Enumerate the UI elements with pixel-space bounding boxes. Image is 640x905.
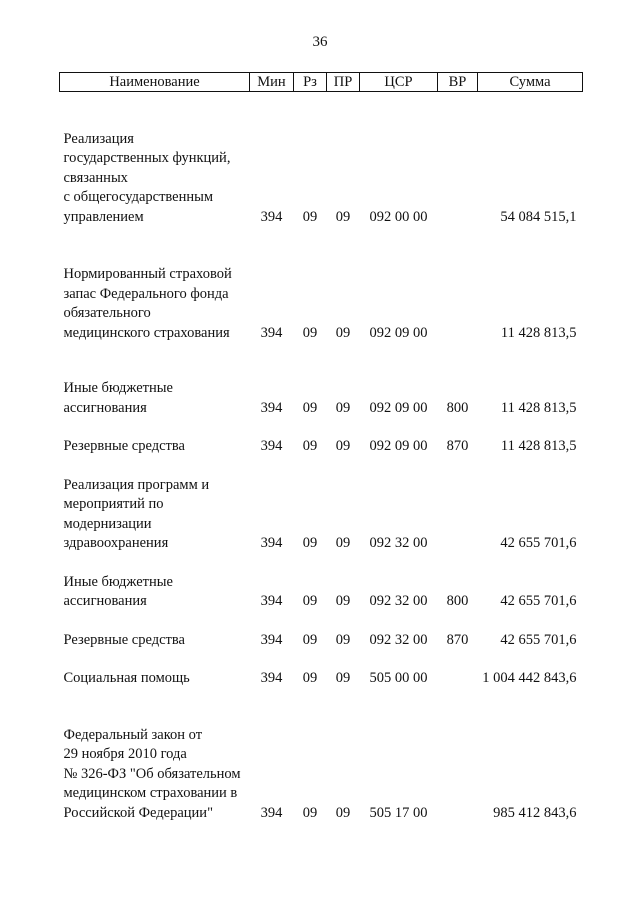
row-vr bbox=[438, 650, 478, 689]
row-name-line: Реализация программ и bbox=[63, 476, 210, 493]
row-name-line: связанных bbox=[63, 169, 128, 186]
row-name-line: 29 ноября 2010 года bbox=[63, 746, 187, 762]
row-pr: 09 bbox=[335, 670, 351, 686]
row-vr bbox=[438, 92, 478, 228]
row-pr: 09 bbox=[335, 208, 351, 225]
row-vr: 870 bbox=[446, 631, 469, 648]
row-name-line: Российской Федерации" bbox=[63, 804, 213, 821]
row-name-line: мероприятий по bbox=[63, 496, 164, 512]
row-sum: 11 428 813,5 bbox=[500, 438, 577, 454]
row-csr: 092 09 00 bbox=[369, 324, 428, 341]
row-name-line: медицинском страховании в bbox=[63, 785, 238, 801]
row-name bbox=[60, 92, 250, 228]
page-number: 36 bbox=[312, 34, 328, 50]
header-sum: Сумма bbox=[478, 73, 583, 92]
row-pr: 09 bbox=[335, 535, 351, 551]
row-min: 394 bbox=[260, 593, 283, 609]
row-rz: 09 bbox=[302, 438, 318, 454]
table-row bbox=[60, 418, 583, 457]
row-sum: 42 655 701,6 bbox=[500, 593, 577, 609]
row-sum: 11 428 813,5 bbox=[500, 399, 577, 416]
row-rz: 09 bbox=[302, 324, 318, 341]
row-csr: 092 32 00 bbox=[369, 535, 428, 551]
row-sum: 42 655 701,6 bbox=[500, 535, 577, 551]
row-min: 394 bbox=[260, 804, 283, 821]
row-name bbox=[60, 227, 250, 343]
row-name-line: ассигнования bbox=[63, 593, 147, 609]
row-vr bbox=[438, 227, 478, 343]
row-name-line: ассигнования bbox=[63, 399, 147, 416]
row-min: 394 bbox=[260, 399, 283, 416]
row-min: 394 bbox=[260, 535, 283, 551]
row-min: 394 bbox=[260, 438, 283, 454]
row-pr: 09 bbox=[335, 593, 351, 609]
table-row bbox=[60, 457, 583, 554]
row-name-line: Иные бюджетные bbox=[63, 380, 173, 396]
row-pr: 09 bbox=[335, 324, 351, 341]
row-name bbox=[60, 612, 250, 651]
row-csr: 505 17 00 bbox=[369, 804, 428, 821]
table-row bbox=[60, 554, 583, 612]
header-name: Наименование bbox=[60, 73, 250, 92]
header-rz: Рз bbox=[294, 73, 327, 92]
row-name-line: государственных функций, bbox=[63, 150, 231, 166]
row-name-line: Социальная помощь bbox=[63, 670, 190, 686]
row-name-line: модернизации bbox=[63, 515, 152, 532]
table-header-row bbox=[60, 73, 583, 92]
row-name bbox=[60, 343, 250, 418]
row-csr: 092 00 00 bbox=[369, 208, 428, 225]
row-rz: 09 bbox=[302, 631, 318, 648]
row-sum: 11 428 813,5 bbox=[500, 324, 577, 341]
row-name-line: управлением bbox=[63, 208, 144, 225]
row-csr: 092 09 00 bbox=[369, 438, 428, 454]
row-name-line: № 326-ФЗ "Об обязательном bbox=[63, 765, 241, 782]
table-row bbox=[60, 612, 583, 651]
row-name bbox=[60, 554, 250, 612]
row-rz: 09 bbox=[302, 670, 318, 686]
row-rz: 09 bbox=[302, 804, 318, 821]
table-row bbox=[60, 650, 583, 689]
table-row bbox=[60, 92, 583, 228]
row-name-line: Нормированный страховой bbox=[63, 266, 232, 282]
row-name bbox=[60, 457, 250, 554]
row-sum: 1 004 442 843,6 bbox=[482, 670, 577, 686]
row-min: 394 bbox=[260, 324, 283, 341]
row-name bbox=[60, 418, 250, 457]
row-min: 394 bbox=[260, 208, 283, 225]
row-rz: 09 bbox=[302, 399, 318, 416]
row-vr bbox=[438, 689, 478, 824]
table-row bbox=[60, 227, 583, 343]
row-vr bbox=[438, 457, 478, 554]
table-row bbox=[60, 343, 583, 418]
row-name-line: здравоохранения bbox=[63, 535, 169, 551]
row-vr: 870 bbox=[446, 438, 469, 454]
row-name-line: Иные бюджетные bbox=[63, 573, 173, 590]
row-min: 394 bbox=[260, 631, 283, 648]
row-vr: 800 bbox=[446, 593, 469, 609]
row-name-line: Федеральный закон от bbox=[63, 726, 203, 743]
row-pr: 09 bbox=[335, 438, 351, 454]
row-name-line: запас Федерального фонда bbox=[63, 285, 229, 302]
table-row bbox=[60, 689, 583, 824]
row-vr: 800 bbox=[446, 399, 469, 416]
table-body bbox=[60, 92, 583, 824]
row-min: 394 bbox=[260, 670, 283, 686]
row-name-line: Резервные средства bbox=[63, 631, 185, 648]
row-pr: 09 bbox=[335, 804, 351, 821]
row-name bbox=[60, 689, 250, 824]
row-rz: 09 bbox=[302, 593, 318, 609]
row-sum: 54 084 515,1 bbox=[500, 208, 577, 225]
row-sum: 985 412 843,6 bbox=[493, 804, 577, 821]
row-name-line: Реализация bbox=[63, 130, 134, 147]
row-csr: 092 09 00 bbox=[369, 399, 428, 416]
row-rz: 09 bbox=[302, 208, 318, 225]
row-pr: 09 bbox=[335, 631, 351, 648]
row-name-line: обязательного bbox=[63, 305, 151, 321]
row-name bbox=[60, 650, 250, 689]
row-csr: 092 32 00 bbox=[369, 631, 428, 648]
row-rz: 09 bbox=[302, 535, 318, 551]
row-sum: 42 655 701,6 bbox=[500, 631, 577, 648]
row-name-line: Резервные средства bbox=[63, 438, 185, 454]
header-csr: ЦСР bbox=[360, 73, 438, 92]
header-vr: ВР bbox=[438, 73, 478, 92]
row-csr: 505 00 00 bbox=[369, 670, 428, 686]
row-csr: 092 32 00 bbox=[369, 593, 428, 609]
row-name-line: медицинского страхования bbox=[63, 324, 230, 341]
budget-table bbox=[59, 72, 583, 823]
header-min: Мин bbox=[250, 73, 294, 92]
row-pr: 09 bbox=[335, 399, 351, 416]
header-pr: ПР bbox=[327, 73, 360, 92]
row-name-line: с общегосударственным bbox=[63, 189, 214, 205]
